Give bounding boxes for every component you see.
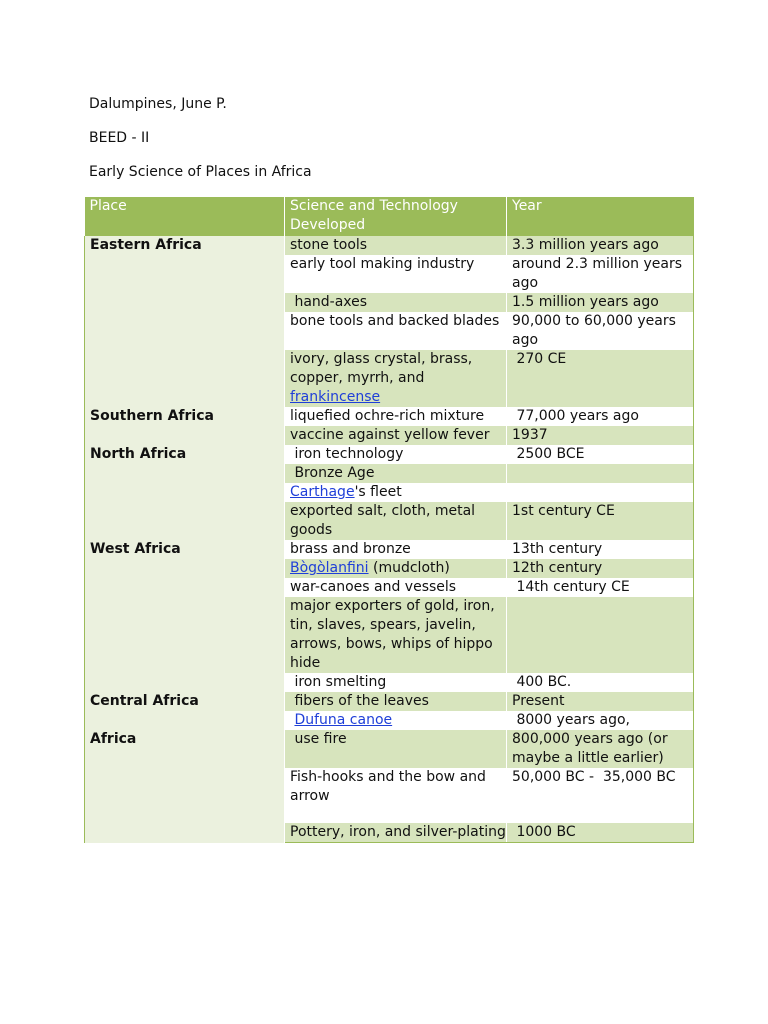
year-cell: 13th century (507, 540, 694, 559)
document-title: Early Science of Places in Africa (89, 164, 312, 180)
year-cell: 3.3 million years ago (507, 236, 694, 255)
carthage-link[interactable]: Carthage (290, 484, 355, 500)
header-science-technology: Science and Technology Developed (285, 197, 507, 236)
place-cell: Central Africa (85, 692, 285, 730)
year-cell (507, 483, 694, 502)
tech-cell: early tool making industry (285, 255, 507, 293)
year-cell (507, 597, 694, 673)
table-row (85, 692, 694, 711)
year-cell: 12th century (507, 559, 694, 578)
table-row (85, 445, 694, 464)
year-cell: 400 BC. (507, 673, 694, 692)
place-cell: Africa (85, 730, 285, 843)
tech-cell: bone tools and backed blades (285, 312, 507, 350)
year-cell (507, 464, 694, 483)
year-cell: 8000 years ago, (507, 711, 694, 730)
dufuna-canoe-link[interactable]: Dufuna canoe (294, 712, 393, 728)
header-year: Year (507, 197, 694, 236)
tech-cell (285, 350, 507, 407)
tech-cell: exported salt, cloth, metal goods (285, 502, 507, 540)
tech-cell: war-canoes and vessels (285, 578, 507, 597)
year-cell: 270 CE (507, 350, 694, 407)
year-cell: 90,000 to 60,000 years ago (507, 312, 694, 350)
place-cell: North Africa (85, 445, 285, 540)
table-row (85, 540, 694, 559)
tech-cell: iron technology (285, 445, 507, 464)
tech-cell: Bronze Age (285, 464, 507, 483)
tech-cell: vaccine against yellow fever (285, 426, 507, 445)
year-cell: 1937 (507, 426, 694, 445)
tech-cell: use fire (285, 730, 507, 768)
tech-cell: iron smelting (285, 673, 507, 692)
course-label: BEED - II (89, 130, 150, 146)
table-row (85, 730, 694, 768)
tech-cell: stone tools (285, 236, 507, 255)
bogolanfini-link[interactable]: Bògòlanfini (290, 560, 369, 576)
place-cell: Southern Africa (85, 407, 285, 445)
tech-text-suffix: (mudcloth) (368, 560, 450, 576)
tech-cell: major exporters of gold, iron, tin, slaves, spears, javelin, arrows, bows, whips of hippo hide (285, 597, 507, 673)
tech-cell: Pottery, iron, and silver-plating (285, 823, 507, 843)
year-cell: 2500 BCE (507, 445, 694, 464)
year-cell: around 2.3 million years ago (507, 255, 694, 293)
year-cell: Present (507, 692, 694, 711)
tech-cell: brass and bronze (285, 540, 507, 559)
science-table (84, 197, 694, 843)
year-cell: 1000 BC (507, 823, 694, 843)
header-place: Place (85, 197, 285, 236)
tech-cell (285, 559, 507, 578)
tech-cell: liquefied ochre-rich mixture (285, 407, 507, 426)
year-cell: 1st century CE (507, 502, 694, 540)
year-cell: 50,000 BC - 35,000 BC (507, 768, 694, 823)
author-name: Dalumpines, June P. (89, 96, 227, 112)
tech-cell: Fish-hooks and the bow and arrow (285, 768, 507, 823)
year-cell: 800,000 years ago (or maybe a little earlier) (507, 730, 694, 768)
place-cell: West Africa (85, 540, 285, 692)
table-row (85, 236, 694, 255)
table-header-row (85, 197, 694, 236)
frankincense-link[interactable]: frankincense (290, 389, 381, 405)
tech-text-suffix: 's fleet (354, 484, 402, 500)
tech-cell: hand-axes (285, 293, 507, 312)
year-cell: 77,000 years ago (507, 407, 694, 426)
year-cell: 14th century CE (507, 578, 694, 597)
tech-cell (285, 711, 507, 730)
tech-cell: fibers of the leaves (285, 692, 507, 711)
year-cell: 1.5 million years ago (507, 293, 694, 312)
tech-cell (285, 483, 507, 502)
place-cell: Eastern Africa (85, 236, 285, 407)
table-row (85, 407, 694, 426)
tech-text: ivory, glass crystal, brass, copper, myrrh, and (290, 351, 473, 386)
